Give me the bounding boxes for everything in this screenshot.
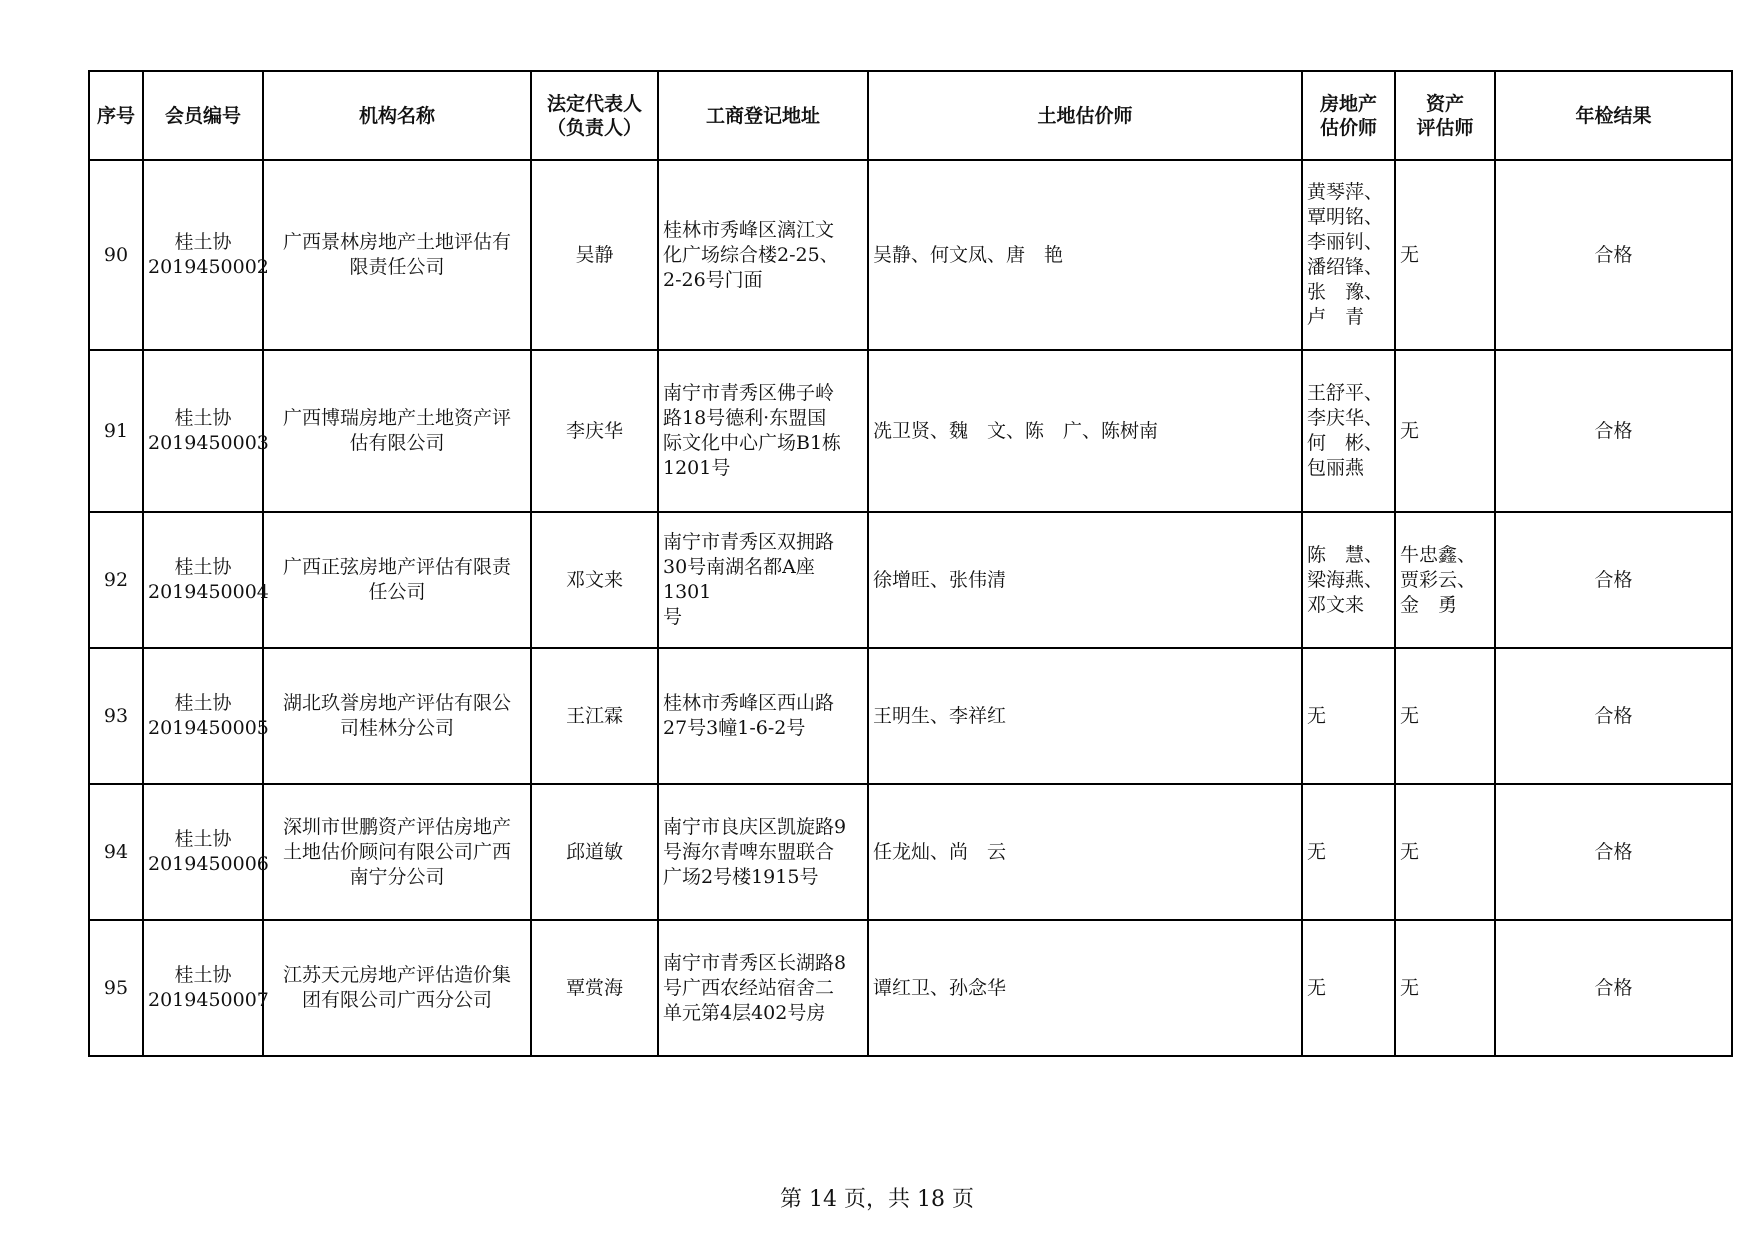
org-name-cell-line: 团有限公司广西分公司: [301, 989, 492, 1011]
org-name-cell-line: 土地估价顾问有限公司广西: [282, 840, 511, 863]
member-id-cell-line: 桂土协: [174, 407, 232, 429]
address-cell: [658, 160, 868, 350]
asset-appraisers-cell-line: 贾彩云、: [1400, 568, 1477, 591]
org-name-cell-line: 估有限公司: [349, 432, 445, 454]
asset-appraisers-cell: [1395, 160, 1495, 350]
header-asset-line: 资产: [1425, 92, 1464, 115]
org-name-cell: [263, 920, 531, 1056]
org-name-cell-line: 湖北玖誉房地产评估有限公: [282, 692, 511, 714]
address-cell: [658, 784, 868, 920]
result-cell: 合格: [1495, 160, 1732, 350]
header-realestate-line: 估价师: [1319, 116, 1377, 139]
realestate-appraisers-cell: [1302, 160, 1395, 350]
org-name-cell-line: 江苏天元房地产评估造价集: [282, 964, 511, 986]
realestate-appraisers-cell-line: 李丽钊、: [1307, 231, 1384, 253]
appraisal-org-table: [88, 70, 1733, 1057]
member-id-cell: [143, 350, 269, 512]
member-id-cell: [143, 512, 269, 648]
org-name-cell-line: 广西博瑞房地产土地资产评: [282, 407, 511, 429]
realestate-appraisers-cell: [1302, 350, 1395, 512]
realestate-appraisers-cell: [1302, 784, 1395, 920]
seq-cell: 94: [89, 784, 143, 920]
header-realestate-appraisers: [1302, 71, 1395, 160]
realestate-appraisers-cell-line: 陈 慧、: [1307, 543, 1384, 566]
table-row: [89, 784, 1732, 920]
asset-appraisers-cell-line: 无: [1400, 704, 1420, 727]
member-id-cell-line: 桂土协: [174, 231, 232, 253]
header-member-id: 会员编号: [143, 71, 263, 160]
legal-rep-cell: 王江霖: [531, 648, 658, 784]
asset-appraisers-cell: [1395, 784, 1495, 920]
member-id-cell: [143, 920, 269, 1056]
asset-appraisers-cell: [1395, 350, 1495, 512]
member-id-cell: [143, 648, 269, 784]
land-appraisers-cell: 徐增旺、张伟清: [868, 512, 1302, 648]
member-id-cell-line: 2019450006: [148, 853, 269, 875]
legal-rep-cell: 李庆华: [531, 350, 658, 512]
realestate-appraisers-cell-line: 何 彬、: [1307, 432, 1384, 454]
realestate-appraisers-cell: [1302, 920, 1395, 1056]
member-id-cell-line: 桂土协: [174, 692, 232, 714]
realestate-appraisers-cell: [1302, 512, 1395, 648]
member-id-cell-line: 2019450005: [148, 717, 269, 739]
org-name-cell-line: 深圳市世鹏资产评估房地产: [282, 815, 511, 838]
seq-cell: 95: [89, 920, 143, 1056]
address-cell: [658, 350, 868, 512]
legal-rep-cell: 邱道敏: [531, 784, 658, 920]
member-id-cell-line: 桂土协: [174, 964, 232, 986]
page-number-footer: 第 14 页，共 18 页: [780, 1187, 974, 1212]
header-legal-rep: [531, 71, 658, 160]
address-cell-line: 号: [663, 606, 683, 628]
member-id-cell: [143, 784, 269, 920]
org-name-cell-line: 任公司: [368, 581, 426, 603]
org-name-cell: [263, 160, 531, 350]
org-name-cell-line: 广西景林房地产土地评估有: [282, 231, 511, 253]
address-cell: [658, 648, 868, 784]
realestate-appraisers-cell-line: 潘绍锋、: [1307, 256, 1384, 278]
realestate-appraisers-cell-line: 梁海燕、: [1307, 568, 1384, 591]
realestate-appraisers-cell-line: 无: [1307, 840, 1327, 863]
land-appraisers-cell: 任龙灿、尚 云: [868, 784, 1302, 920]
header-asset-appraisers: [1395, 71, 1495, 160]
land-appraisers-cell: 谭红卫、孙念华: [868, 920, 1302, 1056]
member-id-cell-line: 2019450007: [148, 989, 269, 1011]
table-row: [89, 920, 1732, 1056]
seq-cell: 91: [89, 350, 143, 512]
asset-appraisers-cell: [1395, 512, 1495, 648]
address-cell-line: 广场2号楼1915号: [663, 865, 819, 888]
address-cell: [658, 920, 868, 1056]
asset-appraisers-cell: [1395, 920, 1495, 1056]
member-id-cell-line: 2019450003: [148, 432, 269, 454]
legal-rep-cell: 覃赏海: [531, 920, 658, 1056]
seq-cell: 93: [89, 648, 143, 784]
org-name-cell-line: 广西正弦房地产评估有限责: [282, 556, 511, 578]
address-cell-line: 南宁市青秀区双拥路: [663, 531, 835, 553]
realestate-appraisers-cell-line: 无: [1307, 976, 1327, 999]
org-name-cell-line: 司桂林分公司: [339, 717, 454, 739]
header-org-name: 机构名称: [263, 71, 531, 160]
realestate-appraisers-cell-line: 李庆华、: [1307, 407, 1384, 429]
land-appraisers-cell: 吴静、何文凤、唐 艳: [868, 160, 1302, 350]
result-cell: 合格: [1495, 512, 1732, 648]
asset-appraisers-cell-line: 无: [1400, 419, 1420, 442]
address-cell-line: 际文化中心广场B1栋: [663, 432, 842, 454]
member-id-cell-line: 2019450002: [148, 256, 269, 278]
address-cell-line: 南宁市良庆区凯旋路9: [663, 815, 847, 838]
address-cell-line: 化广场综合楼2-25、: [663, 243, 839, 266]
realestate-appraisers-cell-line: 包丽燕: [1307, 457, 1365, 479]
result-cell: 合格: [1495, 350, 1732, 512]
asset-appraisers-cell: [1395, 648, 1495, 784]
realestate-appraisers-cell-line: 覃明铭、: [1307, 206, 1384, 228]
land-appraisers-cell: 冼卫贤、魏 文、陈 广、陈树南: [868, 350, 1302, 512]
address-cell-line: 号海尔青啤东盟联合: [663, 840, 835, 863]
asset-appraisers-cell-line: 无: [1400, 976, 1420, 999]
asset-appraisers-cell-line: 牛忠鑫、: [1400, 543, 1477, 566]
address-cell-line: 桂林市秀峰区西山路: [663, 692, 835, 714]
header-seq: 序号: [89, 71, 143, 160]
realestate-appraisers-cell-line: 邓文来: [1307, 593, 1365, 616]
result-cell: 合格: [1495, 648, 1732, 784]
realestate-appraisers-cell: [1302, 648, 1395, 784]
address-cell-line: 1201号: [663, 457, 731, 479]
address-cell-line: 号广西农经站宿舍二: [663, 976, 835, 999]
header-land-appraisers: 土地估价师: [868, 71, 1302, 160]
realestate-appraisers-cell-line: 黄琴萍、: [1307, 181, 1384, 203]
result-cell: 合格: [1495, 784, 1732, 920]
address-cell-line: 南宁市青秀区长湖路8: [663, 951, 847, 974]
address-cell-line: 单元第4层402号房: [663, 1001, 826, 1024]
org-name-cell-line: 南宁分公司: [349, 865, 445, 888]
realestate-appraisers-cell-line: 王舒平、: [1307, 382, 1384, 404]
address-cell-line: 路18号德利·东盟国: [663, 407, 827, 429]
table-row: [89, 350, 1732, 512]
legal-rep-cell: 邓文来: [531, 512, 658, 648]
seq-cell: 92: [89, 512, 143, 648]
address-cell: [658, 512, 868, 648]
address-cell-line: 桂林市秀峰区漓江文: [663, 218, 835, 241]
org-name-cell: [263, 350, 531, 512]
seq-cell: 90: [89, 160, 143, 350]
legal-rep-cell: 吴静: [531, 160, 658, 350]
result-cell: 合格: [1495, 920, 1732, 1056]
table-header-row: [89, 71, 1732, 160]
header-legal-rep-line: 法定代表人: [546, 92, 642, 115]
member-id-cell: [143, 160, 269, 350]
header-result: 年检结果: [1495, 71, 1732, 160]
org-name-cell: [263, 648, 531, 784]
table-row: [89, 648, 1732, 784]
org-name-cell: [263, 512, 531, 648]
member-id-cell-line: 桂土协: [174, 828, 232, 850]
org-name-cell-line: 限责任公司: [349, 256, 445, 278]
address-cell-line: 30号南湖名都A座1301: [663, 556, 815, 603]
header-asset-line: 评估师: [1416, 116, 1474, 139]
table-body: [89, 160, 1732, 1056]
table-row: [89, 512, 1732, 648]
org-name-cell: [263, 784, 531, 920]
asset-appraisers-cell-line: 金 勇: [1400, 593, 1458, 616]
member-id-cell-line: 2019450004: [148, 581, 269, 603]
header-realestate-line: 房地产: [1319, 92, 1377, 115]
realestate-appraisers-cell-line: 卢 青: [1307, 306, 1365, 328]
address-cell-line: 2-26号门面: [663, 268, 763, 291]
member-id-cell-line: 桂土协: [174, 556, 232, 578]
table-row: [89, 160, 1732, 350]
header-address: 工商登记地址: [658, 71, 868, 160]
realestate-appraisers-cell-line: 无: [1307, 704, 1327, 727]
address-cell-line: 南宁市青秀区佛子岭: [663, 382, 835, 404]
asset-appraisers-cell-line: 无: [1400, 243, 1420, 266]
address-cell-line: 27号3幢1-6-2号: [663, 717, 806, 739]
realestate-appraisers-cell-line: 张 豫、: [1307, 281, 1384, 303]
land-appraisers-cell: 王明生、李祥红: [868, 648, 1302, 784]
asset-appraisers-cell-line: 无: [1400, 840, 1420, 863]
header-legal-rep-line: （负责人）: [546, 116, 642, 139]
